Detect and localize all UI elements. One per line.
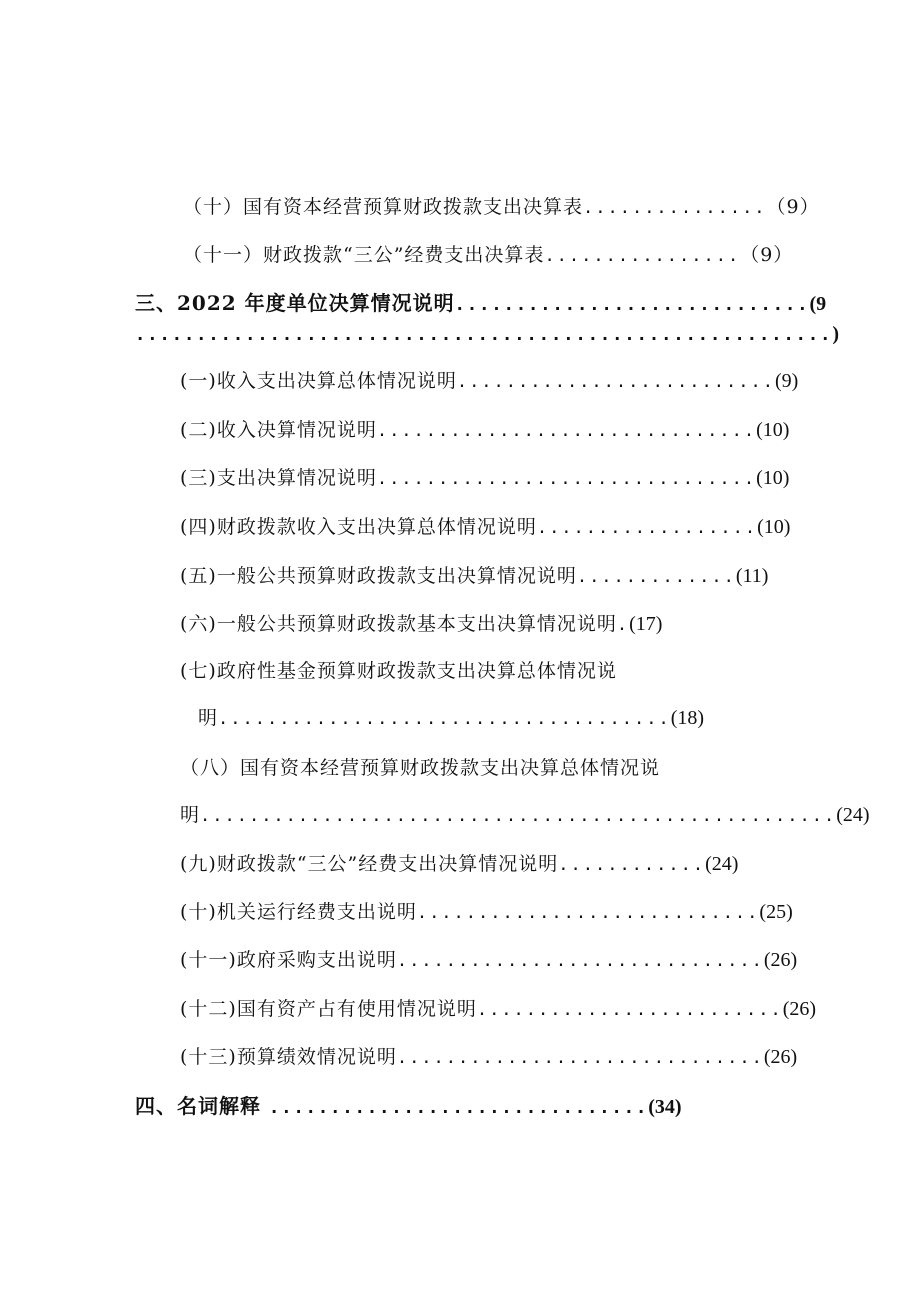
toc-page-number: (10) [756, 467, 790, 489]
toc-item-label: (五)一般公共预算财政拨款支出决算情况说明 [180, 565, 577, 587]
toc-leader-dots: .......................... [456, 372, 775, 392]
toc-page-number: (25) [759, 901, 793, 923]
toc-leader-dots: ............................... [376, 421, 757, 441]
toc-item[interactable] [180, 1044, 797, 1071]
toc-leader-dots: ............ [558, 855, 706, 875]
toc-leader-dots: .................. [536, 518, 758, 538]
toc-item-label-cont: 明 [180, 804, 201, 826]
toc-item-label: (二)收入决算情况说明 [180, 419, 377, 441]
toc-item-label: （八）国有资本经营预算财政拨款支出决算总体情况说 [180, 757, 661, 779]
toc-page-number: (24) [705, 853, 739, 875]
toc-item-label: (三)支出决算情况说明 [180, 467, 377, 489]
toc-item[interactable] [180, 514, 790, 541]
toc-item[interactable] [180, 899, 793, 926]
toc-page-number: (10) [756, 419, 790, 441]
toc-item-label: (四)财政拨款收入支出决算总体情况说明 [180, 516, 537, 538]
toc-item-label: (六)一般公共预算财政拨款基本支出决算情况说明 [180, 613, 617, 635]
toc-page-number: (24) [836, 804, 870, 826]
toc-item-8[interactable] [180, 755, 660, 781]
toc-item-label: (一)收入支出决算总体情况说明 [180, 370, 457, 392]
toc-leader-dots: . [616, 615, 630, 635]
toc-leader-dots: ............................. [454, 295, 810, 315]
toc-leader-dots: .................................................... [200, 806, 837, 826]
toc-leader-dots: ............. [576, 567, 736, 587]
toc-leader-dots: ............................... [268, 1098, 649, 1118]
toc-page-number: (10) [757, 516, 791, 538]
toc-page-number: (11) [735, 565, 769, 587]
toc-item[interactable] [180, 611, 662, 638]
toc-page-number: (34) [648, 1096, 682, 1118]
toc-section-4[interactable] [135, 1093, 682, 1121]
toc-leader-dots: .............................. [396, 1048, 764, 1068]
toc-item[interactable] [180, 851, 738, 878]
toc-leader-dots: ......................... [476, 1000, 783, 1020]
toc-item[interactable] [180, 465, 789, 492]
toc-page-number: (18) [670, 707, 705, 729]
toc-item-label: (九)财政拨款“三公”经费支出决算情况说明 [180, 853, 559, 875]
toc-leader-dots: ............................ [416, 903, 760, 923]
toc-page-number: （9） [766, 196, 820, 218]
toc-page-number: (9) [774, 370, 799, 392]
toc-item[interactable] [180, 996, 816, 1023]
toc-section-label: 三、2022 年度单位决算情况说明 [135, 291, 455, 315]
toc-item-8-continuation [180, 802, 870, 829]
toc-section-3[interactable] [135, 290, 826, 318]
toc-item-label: （十一）财政拨款“三公”经费支出决算表 [183, 244, 545, 266]
toc-leader-dots: ............................... [376, 469, 757, 489]
toc-leader-dots: ................ [544, 246, 741, 266]
toc-item-three-public-table[interactable] [183, 242, 793, 269]
toc-item-7-continuation [198, 705, 704, 732]
toc-item[interactable] [180, 368, 798, 395]
toc-item[interactable] [180, 417, 789, 444]
toc-leader-dots: ............... [583, 198, 767, 218]
toc-item-7[interactable] [180, 658, 617, 684]
toc-item[interactable] [180, 563, 768, 590]
toc-page-number: （9） [740, 244, 794, 266]
toc-page-number: (26) [763, 949, 798, 971]
toc-item-label: (十二)国有资产占有使用情况说明 [180, 998, 477, 1020]
toc-item-label: (七)政府性基金预算财政拨款支出决算总体情况说 [180, 660, 617, 682]
toc-item-label: （十）国有资本经营预算财政拨款支出决算表 [183, 196, 584, 218]
toc-leader-dots: ..................................... [218, 709, 671, 729]
toc-page-number: (26) [782, 998, 817, 1020]
toc-item-label: (十一)政府采购支出说明 [180, 949, 397, 971]
toc-page-number: (26) [763, 1046, 798, 1068]
toc-section-3-continuation [135, 320, 839, 348]
toc-leader-dots: ......................................................... [135, 325, 833, 345]
toc-section-label: 四、名词解释 [135, 1094, 261, 1118]
toc-leader-dots: .............................. [396, 951, 764, 971]
toc-item-label: (十)机关运行经费支出说明 [180, 901, 417, 923]
toc-item-state-capital-table[interactable] [183, 194, 820, 221]
toc-item[interactable] [180, 947, 797, 974]
toc-item-label: (十三)预算绩效情况说明 [180, 1046, 397, 1068]
toc-page-number: (17) [629, 613, 663, 635]
toc-item-label-cont: 明 [198, 707, 219, 729]
toc-page-number-start: (9 [809, 293, 827, 315]
toc-page-number-end: ) [832, 323, 840, 345]
